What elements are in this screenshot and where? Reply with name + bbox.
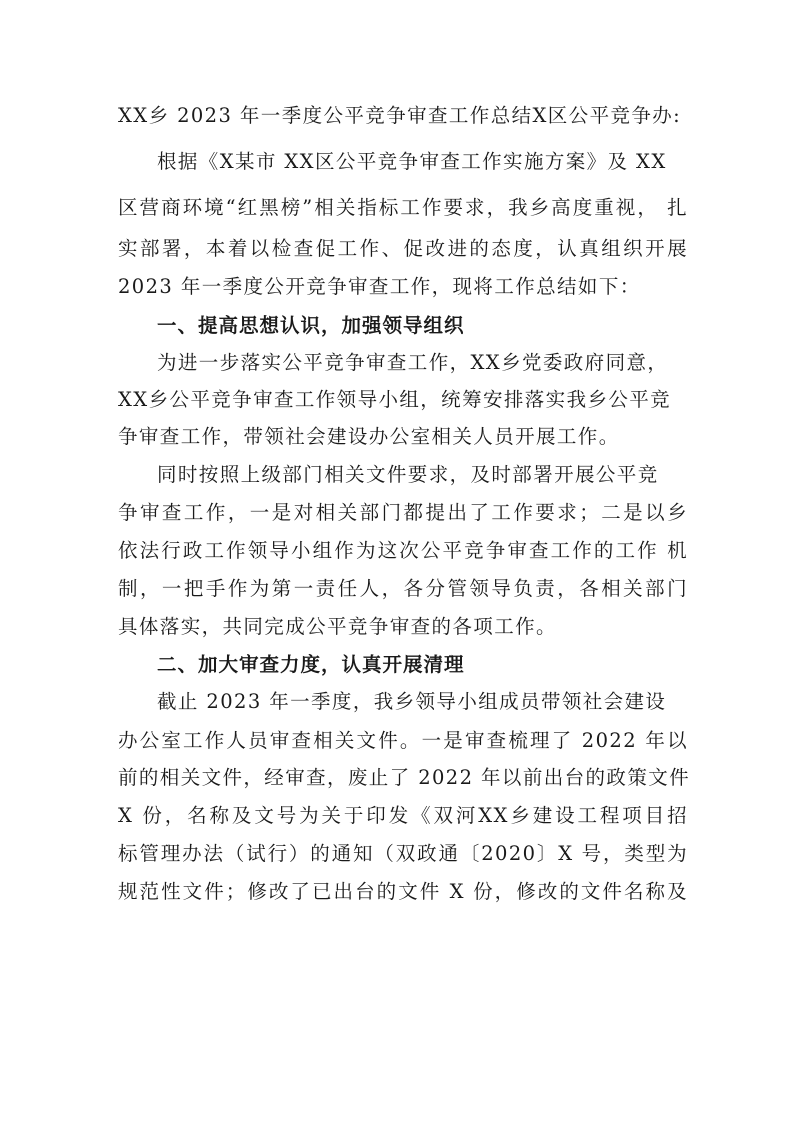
- paragraph-line: 同时按照上级部门相关文件要求，及时部署开展公平竞: [157, 463, 659, 486]
- paragraph-line: 办公室工作人员审查相关文件。一是审查梳理了 2022 年以: [118, 729, 688, 752]
- paragraph-line: 为进一步落实公平竞争审查工作，XX乡党委政府同意，: [157, 351, 669, 374]
- paragraph-line: 规范性文件；修改了已出台的文件 X 份，修改的文件名称及: [118, 880, 688, 903]
- paragraph-line: 标管理办法（试行）的通知（双政通〔2020〕X 号，类型为: [118, 842, 688, 865]
- paragraph-line: X 份，名称及文号为关于印发《双河XX乡建设工程项目招: [118, 804, 688, 827]
- paragraph-line: 争审查工作，带领社会建设办公室相关人员开展工作。: [118, 425, 620, 448]
- paragraph-line: 制，一把手作为第一责任人，各分管领导负责，各相关部门: [118, 577, 688, 600]
- section-heading-1: 一、提高思想认识，加强领导组织: [157, 314, 465, 337]
- paragraph-line: 依法行政工作领导小组作为这次公平竞争审查工作的工作 机: [118, 539, 688, 562]
- document-title-line: XX乡 2023 年一季度公平竞争审查工作总结X区公平竞争办:: [118, 104, 682, 127]
- section-heading-2: 二、加大审查力度，认真开展清理: [157, 653, 465, 676]
- paragraph-line: 前的相关文件，经审查，废止了 2022 年以前出台的政策文件: [118, 766, 691, 789]
- paragraph-line: 根据《X某市 XX区公平竞争审查工作实施方案》及 XX: [157, 150, 667, 173]
- paragraph-line: 实部署，本着以检查促工作、促改进的态度，认真组织开展: [118, 237, 688, 260]
- paragraph-line: 截止 2023 年一季度，我乡领导小组成员带领社会建设: [157, 690, 667, 713]
- paragraph-line: 争审查工作，一是对相关部门都提出了工作要求；二是以乡: [118, 501, 688, 524]
- paragraph-line: 具体落实，共同完成公平竞争审查的各项工作。: [118, 615, 557, 638]
- paragraph-line: 区营商环境“红黑榜”相关指标工作要求，我乡高度重视， 扎: [118, 196, 688, 219]
- paragraph-line: 2023 年一季度公开竞争审查工作，现将工作总结如下：: [118, 275, 641, 298]
- paragraph-line: XX乡公平竞争审查工作领导小组，统筹安排落实我乡公平竞: [118, 388, 672, 411]
